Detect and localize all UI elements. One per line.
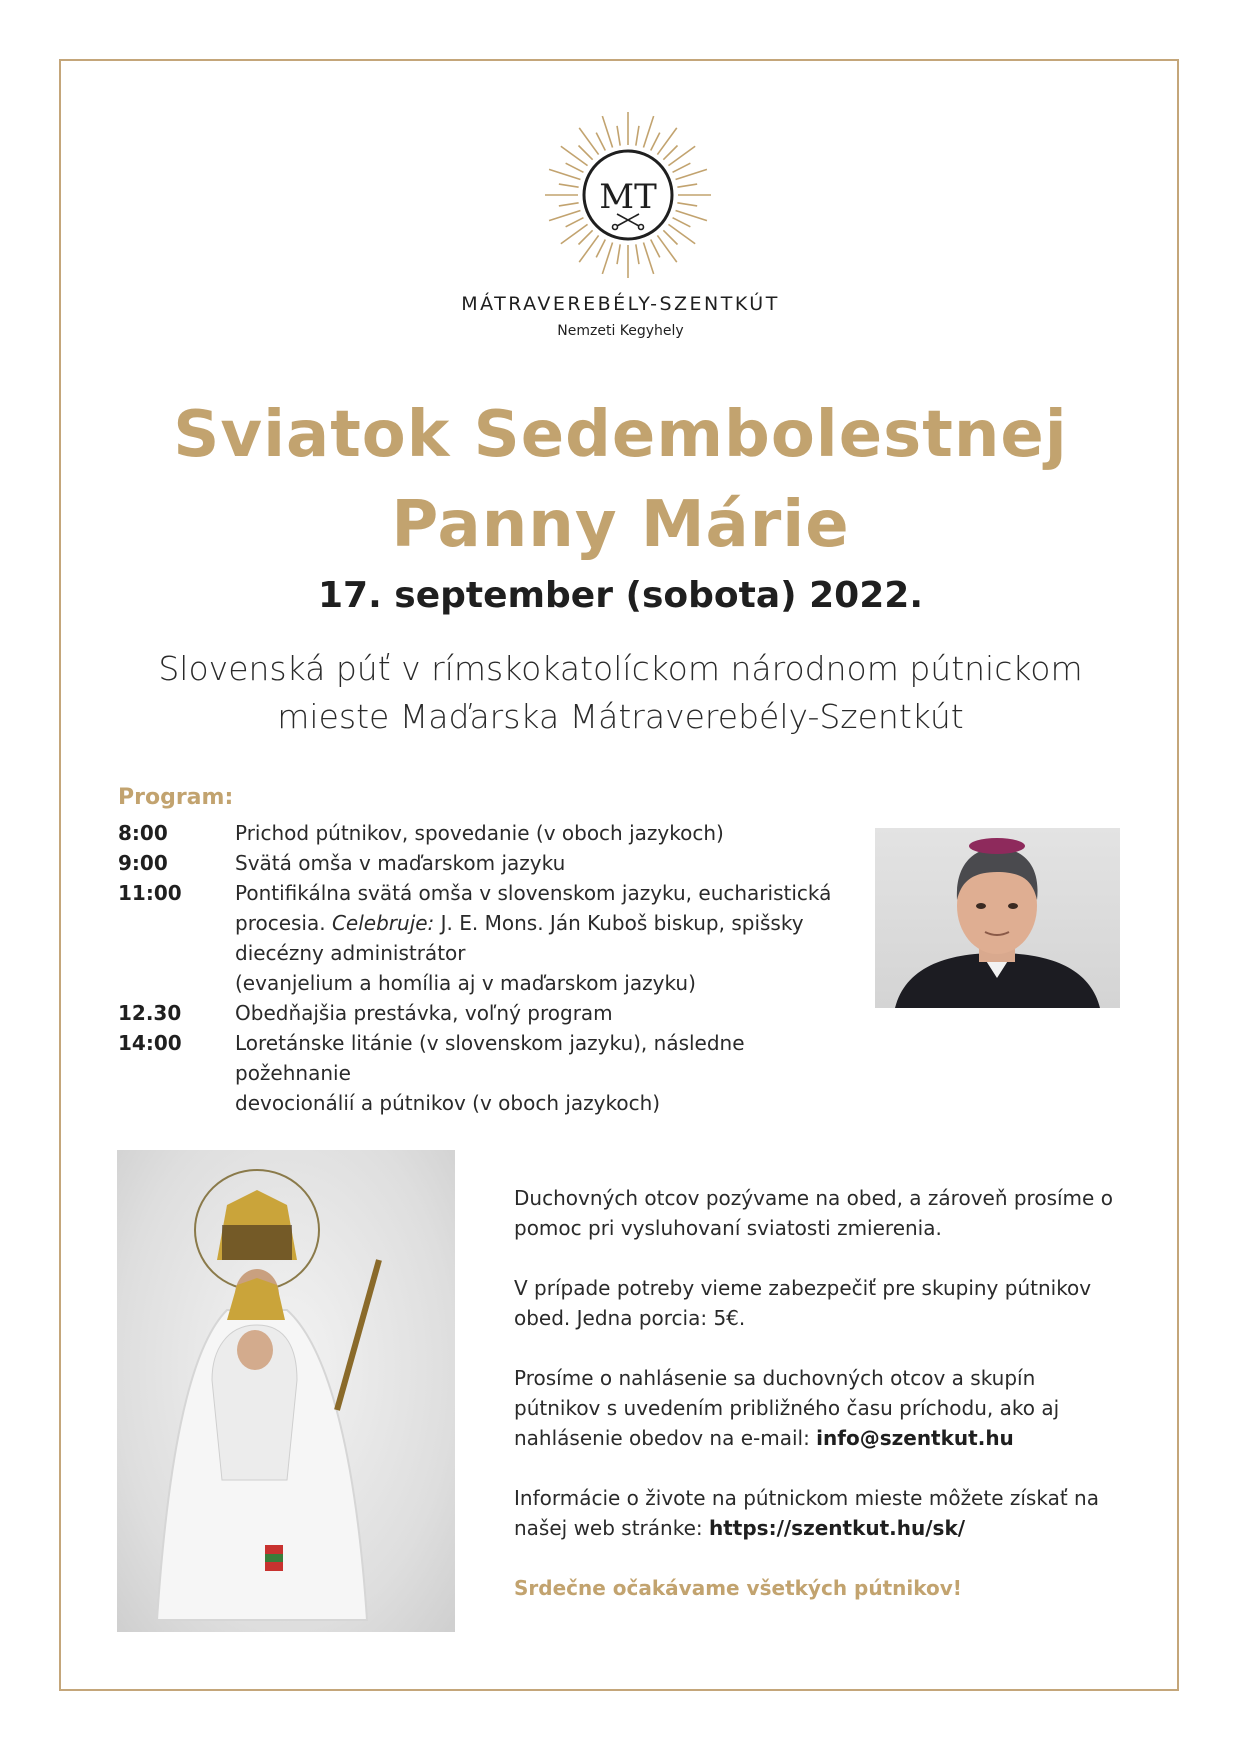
sunburst-ray xyxy=(657,235,676,262)
schedule-time: 12.30 xyxy=(118,1001,182,1025)
info-paragraph xyxy=(514,1363,1124,1453)
brand-name: MÁTRAVEREBÉLY-SZENTKÚT xyxy=(461,293,780,315)
program-schedule xyxy=(118,818,858,1118)
sunburst-ray xyxy=(668,224,695,243)
schedule-time: 8:00 xyxy=(118,821,168,845)
website-link[interactable]: https://szentkut.hu/sk/ xyxy=(708,1516,966,1540)
logo xyxy=(0,110,1241,290)
schedule-desc: Obedňajšia prestávka, voľný program xyxy=(235,1001,613,1025)
schedule-desc-line: diecézny administrátor xyxy=(235,941,466,965)
sunburst-ray xyxy=(676,169,707,179)
sunburst-ray xyxy=(668,146,695,165)
closing-line: Srdečne očakávame všetkých pútnikov! xyxy=(514,1576,962,1600)
sunburst-ray xyxy=(579,230,593,244)
celebrant-label: Celebruje: xyxy=(331,911,435,935)
sunburst-ray xyxy=(677,203,697,206)
page-title xyxy=(0,390,1241,570)
monogram: MT xyxy=(599,177,657,217)
schedule-row xyxy=(118,998,858,1028)
sunburst-ray xyxy=(663,230,677,244)
schedule-row xyxy=(118,878,858,998)
statue-image xyxy=(117,1150,455,1632)
sunburst-ray xyxy=(673,218,691,227)
schedule-desc-line: Pontifikálna svätá omša v slovenskom jazyku, eucharistická xyxy=(235,881,832,905)
program-label: Program: xyxy=(118,785,234,810)
info-paragraph: Duchovných otcov pozývame na obed, a zároveň prosíme o pomoc pri vysluhovaní sviatosti zmierenia. xyxy=(514,1186,1113,1240)
sunburst-ray xyxy=(602,243,612,274)
sunburst-ray xyxy=(549,169,580,179)
event-date: 17. september (sobota) 2022. xyxy=(317,575,923,616)
sunburst-emblem xyxy=(543,110,713,280)
title-line-2: Panny Márie xyxy=(391,488,850,562)
sunburst-ray xyxy=(566,163,584,172)
sunburst-ray xyxy=(657,128,676,155)
sunburst-ray xyxy=(663,146,677,160)
schedule-desc xyxy=(235,878,858,998)
schedule-time: 9:00 xyxy=(118,851,168,875)
sunburst-ray xyxy=(596,133,605,151)
sunburst-ray xyxy=(579,146,593,160)
schedule-row xyxy=(118,848,858,878)
sunburst-ray xyxy=(617,244,620,264)
schedule-desc: Svätá omša v maďarskom jazyku xyxy=(235,851,566,875)
schedule-desc-line: Loretánske litánie (v slovenskom jazyku), následne požehnanie xyxy=(235,1031,745,1085)
schedule-desc: Prichod pútnikov, spovedanie (v oboch jazykoch) xyxy=(235,821,724,845)
schedule-desc-text: procesia. xyxy=(235,911,332,935)
schedule-desc-line: devocionálií a pútnikov (v oboch jazykoch) xyxy=(235,1091,661,1115)
event-subtitle xyxy=(0,645,1241,741)
info-text: Prosíme o nahlásenie sa duchovných otcov a skupín pútnikov s uvedením približného času príchodu, ako aj nahlásenie obedov na e-mail: xyxy=(514,1366,1060,1450)
sunburst-ray xyxy=(579,235,598,262)
info-text: Informácie o živote na pútnickom mieste môžete získať na našej web stránke: xyxy=(514,1486,1099,1540)
subtitle-line-2: mieste Maďarska Mátraverebély-Szentkút xyxy=(277,697,964,736)
subtitle-line-1: Slovenská púť v rímskokatolíckom národnom pútnickom xyxy=(158,649,1083,688)
sunburst-ray xyxy=(566,218,584,227)
sunburst-ray xyxy=(651,133,660,151)
schedule-desc-text: J. E. Mons. Ján Kuboš biskup, spišsky xyxy=(434,911,804,935)
sunburst-ray xyxy=(561,146,588,165)
sunburst-ray xyxy=(596,240,605,258)
schedule-time: 14:00 xyxy=(118,1031,182,1055)
sunburst-ray xyxy=(617,126,620,146)
brand-subtitle: Nemzeti Kegyhely xyxy=(557,323,684,339)
bishop-portrait xyxy=(875,828,1120,1008)
email-link[interactable]: info@szentkut.hu xyxy=(816,1426,1014,1450)
sunburst-ray xyxy=(636,126,639,146)
sunburst-ray xyxy=(643,116,653,147)
sunburst-ray xyxy=(651,240,660,258)
sunburst-ray xyxy=(677,184,697,187)
info-paragraph: V prípade potreby vieme zabezpečiť pre skupiny pútnikov obed. Jedna porcia: 5€. xyxy=(514,1276,1092,1330)
schedule-row xyxy=(118,1028,858,1118)
schedule-time: 11:00 xyxy=(118,881,182,905)
sunburst-ray xyxy=(602,116,612,147)
sunburst-ray xyxy=(676,210,707,220)
sunburst-ray xyxy=(673,163,691,172)
sunburst-ray xyxy=(636,244,639,264)
schedule-desc xyxy=(235,1028,858,1118)
schedule-desc-line xyxy=(235,908,858,938)
sunburst-ray xyxy=(561,224,588,243)
sunburst-ray xyxy=(559,184,579,187)
sunburst-ray xyxy=(549,210,580,220)
title-line-1: Sviatok Sedembolestnej xyxy=(173,398,1068,472)
info-section xyxy=(514,1183,1124,1633)
info-paragraph xyxy=(514,1483,1124,1543)
sunburst-ray xyxy=(643,243,653,274)
schedule-desc-line: (evanjelium a homília aj v maďarskom jazyku) xyxy=(235,971,696,995)
sunburst-ray xyxy=(559,203,579,206)
schedule-row xyxy=(118,818,858,848)
sunburst-ray xyxy=(579,128,598,155)
